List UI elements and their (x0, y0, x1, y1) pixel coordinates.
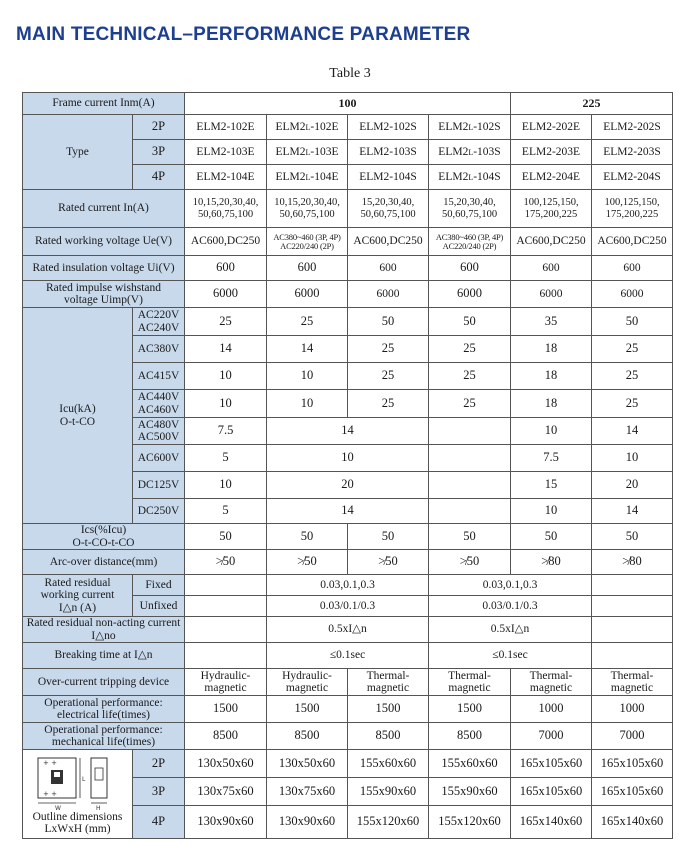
electrical-life-value: 1500 (429, 696, 511, 723)
icu-value: 5 (185, 499, 267, 524)
outline-pole-label: 4P (133, 806, 185, 839)
arc-distance-value: ≯50 (185, 550, 267, 575)
spec-table (22, 92, 673, 839)
pole-label: 2P (133, 115, 185, 140)
residual-unfixed-value: 0.03/0.1/0.3 (267, 596, 429, 617)
icu-value: 25 (429, 390, 511, 418)
icu-voltage-label: AC600V (133, 445, 185, 472)
outline-dimension-value: 165x140x60 (511, 806, 592, 839)
insulation-voltage-value: 600 (592, 256, 673, 281)
outline-dimension-value: 165x105x60 (511, 778, 592, 806)
electrical-life-label: Operational performance: electrical life(times) (23, 696, 185, 723)
frame-current-label: Frame current Inm(A) (23, 93, 185, 115)
breaking-time-value: ≤0.1sec (429, 643, 592, 669)
ics-value: 50 (348, 524, 429, 550)
icu-value: 18 (511, 390, 592, 418)
mechanical-life-value: 8500 (429, 723, 511, 750)
impulse-voltage-value: 6000 (185, 281, 267, 308)
icu-voltage-label: AC220V AC240V (133, 308, 185, 336)
model-cell: ELM2-104E (185, 165, 267, 190)
electrical-life-value: 1500 (348, 696, 429, 723)
model-cell: ELM2L-104S (429, 165, 511, 190)
model-cell: ELM2-102E (185, 115, 267, 140)
icu-value: 35 (511, 308, 592, 336)
tripping-device-value: Thermal- magnetic (348, 669, 429, 696)
icu-value: 50 (592, 308, 673, 336)
rated-current-label: Rated current In(A) (23, 190, 185, 228)
icu-voltage-label: AC380V (133, 336, 185, 363)
non-acting-current-value: 0.5xI△n (267, 617, 429, 643)
empty-cell (185, 575, 267, 596)
outline-dimension-value: 165x105x60 (511, 750, 592, 778)
working-voltage-value: AC600,DC250 (185, 228, 267, 256)
residual-unfixed-value: 0.03/0.1/0.3 (429, 596, 592, 617)
empty-cell (592, 643, 673, 669)
empty-cell (185, 617, 267, 643)
icu-value: 25 (429, 336, 511, 363)
icu-label: Icu(kA) O-t-CO (23, 308, 133, 524)
non-acting-current-value: 0.5xI△n (429, 617, 592, 643)
icu-value: 10 (511, 418, 592, 445)
outline-dimension-value: 155x120x60 (348, 806, 429, 839)
outline-dimension-value: 130x50x60 (185, 750, 267, 778)
icu-value: 10 (511, 499, 592, 524)
residual-fixed-value: 0.03,0.1,0.3 (267, 575, 429, 596)
model-cell: ELM2-103E (185, 140, 267, 165)
outline-dimension-value: 130x50x60 (267, 750, 348, 778)
arc-distance-value: ≯80 (592, 550, 673, 575)
icu-empty-cell (429, 445, 511, 472)
icu-value: 25 (185, 308, 267, 336)
impulse-voltage-value: 6000 (592, 281, 673, 308)
breaking-time-label: Breaking time at I△n (23, 643, 185, 669)
icu-value: 20 (267, 472, 429, 499)
outline-dimensions-cell (23, 750, 133, 839)
icu-value: 14 (592, 418, 673, 445)
icu-value: 7.5 (511, 445, 592, 472)
arc-distance-value: ≯50 (348, 550, 429, 575)
mechanical-life-value: 8500 (348, 723, 429, 750)
icu-empty-cell (429, 499, 511, 524)
icu-value: 10 (592, 445, 673, 472)
icu-value: 10 (185, 363, 267, 390)
electrical-life-value: 1000 (511, 696, 592, 723)
icu-value: 14 (267, 336, 348, 363)
outline-dimension-value: 130x75x60 (185, 778, 267, 806)
rated-current-value: 100,125,150, 175,200,225 (592, 190, 673, 228)
outline-dimension-value: 130x75x60 (267, 778, 348, 806)
residual-current-label: Rated residual working current I△n (A) (23, 575, 133, 617)
rated-current-value: 10,15,20,30,40, 50,60,75,100 (267, 190, 348, 228)
non-acting-current-label: Rated residual non-acting current I△no (23, 617, 185, 643)
mechanical-life-value: 7000 (592, 723, 673, 750)
icu-value: 10 (267, 363, 348, 390)
icu-value: 25 (592, 363, 673, 390)
insulation-voltage-value: 600 (511, 256, 592, 281)
outline-dimension-value: 155x90x60 (348, 778, 429, 806)
icu-value: 25 (592, 390, 673, 418)
outline-dimension-value: 165x140x60 (592, 806, 673, 839)
icu-value: 20 (592, 472, 673, 499)
icu-value: 10 (267, 445, 429, 472)
model-cell: ELM2L-102S (429, 115, 511, 140)
empty-cell (185, 643, 267, 669)
model-cell: ELM2L-103E (267, 140, 348, 165)
ics-value: 50 (429, 524, 511, 550)
impulse-voltage-value: 6000 (348, 281, 429, 308)
empty-cell (592, 575, 673, 596)
frame-current-100: 100 (185, 93, 511, 115)
ics-value: 50 (185, 524, 267, 550)
svg-text:+ +: + + (42, 789, 57, 798)
icu-value: 5 (185, 445, 267, 472)
model-cell: ELM2-204S (592, 165, 673, 190)
icu-value: 50 (429, 308, 511, 336)
model-cell: ELM2L-104E (267, 165, 348, 190)
outline-dimension-value: 130x90x60 (267, 806, 348, 839)
pole-label: 4P (133, 165, 185, 190)
outline-pole-label: 2P (133, 750, 185, 778)
icu-voltage-label: AC480V AC500V (133, 418, 185, 445)
model-cell: ELM2-203S (592, 140, 673, 165)
working-voltage-value: AC600,DC250 (348, 228, 429, 256)
icu-value: 10 (185, 472, 267, 499)
svg-text:+ +: + + (42, 758, 57, 767)
outline-dimension-value: 155x120x60 (429, 806, 511, 839)
model-cell: ELM2-204E (511, 165, 592, 190)
empty-cell (185, 596, 267, 617)
outline-dimensions-label: Outline dimensions LxWxH (mm) (32, 810, 123, 835)
icu-value: 25 (267, 308, 348, 336)
icu-value: 10 (267, 390, 348, 418)
arc-distance-value: ≯50 (267, 550, 348, 575)
impulse-voltage-value: 6000 (267, 281, 348, 308)
icu-value: 14 (592, 499, 673, 524)
outline-dimension-value: 165x105x60 (592, 750, 673, 778)
mechanical-life-value: 8500 (185, 723, 267, 750)
electrical-life-value: 1500 (185, 696, 267, 723)
icu-voltage-label: AC440V AC460V (133, 390, 185, 418)
arc-distance-value: ≯50 (429, 550, 511, 575)
icu-value: 25 (429, 363, 511, 390)
svg-text:L: L (81, 775, 85, 783)
icu-voltage-label: DC250V (133, 499, 185, 524)
ics-value: 50 (511, 524, 592, 550)
svg-text:H: H (95, 804, 101, 810)
ics-value: 50 (267, 524, 348, 550)
frame-current-225: 225 (511, 93, 673, 115)
icu-value: 14 (185, 336, 267, 363)
insulation-voltage-value: 600 (429, 256, 511, 281)
model-cell: ELM2-203E (511, 140, 592, 165)
model-cell: ELM2L-103S (429, 140, 511, 165)
svg-text:W: W (54, 804, 61, 810)
model-cell: ELM2L-102E (267, 115, 348, 140)
empty-cell (592, 617, 673, 643)
impulse-voltage-value: 6000 (511, 281, 592, 308)
model-cell: ELM2-202E (511, 115, 592, 140)
model-cell: ELM2-102S (348, 115, 429, 140)
outline-dimension-value: 130x90x60 (185, 806, 267, 839)
icu-value: 7.5 (185, 418, 267, 445)
tripping-device-value: Hydraulic- magnetic (267, 669, 348, 696)
outline-dimension-value: 155x60x60 (429, 750, 511, 778)
fixed-label: Fixed (133, 575, 185, 596)
working-voltage-value: AC600,DC250 (511, 228, 592, 256)
unfixed-label: Unfixed (133, 596, 185, 617)
icu-value: 10 (185, 390, 267, 418)
tripping-device-value: Thermal- magnetic (592, 669, 673, 696)
rated-current-value: 100,125,150, 175,200,225 (511, 190, 592, 228)
outline-dimension-value: 155x60x60 (348, 750, 429, 778)
electrical-life-value: 1000 (592, 696, 673, 723)
insulation-voltage-value: 600 (348, 256, 429, 281)
rated-current-value: 10,15,20,30,40, 50,60,75,100 (185, 190, 267, 228)
electrical-life-value: 1500 (267, 696, 348, 723)
icu-voltage-label: DC125V (133, 472, 185, 499)
working-voltage-value: AC380~460 (3P, 4P) AC220/240 (2P) (429, 228, 511, 256)
breaking-time-value: ≤0.1sec (267, 643, 429, 669)
rated-current-value: 15,20,30,40, 50,60,75,100 (429, 190, 511, 228)
icu-value: 25 (348, 390, 429, 418)
icu-value: 25 (348, 363, 429, 390)
tripping-device-value: Thermal- magnetic (511, 669, 592, 696)
icu-voltage-label: AC415V (133, 363, 185, 390)
icu-value: 25 (592, 336, 673, 363)
arc-distance-value: ≯80 (511, 550, 592, 575)
model-cell: ELM2-103S (348, 140, 429, 165)
insulation-voltage-value: 600 (185, 256, 267, 281)
impulse-voltage-label: Rated impulse wishstand voltage Uimp(V) (23, 281, 185, 308)
rated-current-value: 15,20,30,40, 50,60,75,100 (348, 190, 429, 228)
pole-label: 3P (133, 140, 185, 165)
mechanical-life-value: 7000 (511, 723, 592, 750)
model-cell: ELM2-202S (592, 115, 673, 140)
icu-value: 25 (348, 336, 429, 363)
icu-empty-cell (429, 418, 511, 445)
empty-cell (592, 596, 673, 617)
working-voltage-value: AC600,DC250 (592, 228, 673, 256)
residual-fixed-value: 0.03,0.1,0.3 (429, 575, 592, 596)
outline-pole-label: 3P (133, 778, 185, 806)
breaker-outline-diagram (34, 752, 122, 810)
table-caption: Table 3 (329, 66, 371, 81)
tripping-device-value: Thermal- magnetic (429, 669, 511, 696)
insulation-voltage-value: 600 (267, 256, 348, 281)
arc-distance-label: Arc-over distance(mm) (23, 550, 185, 575)
impulse-voltage-value: 6000 (429, 281, 511, 308)
icu-empty-cell (429, 472, 511, 499)
icu-value: 18 (511, 363, 592, 390)
tripping-device-label: Over-current tripping device (23, 669, 185, 696)
mechanical-life-value: 8500 (267, 723, 348, 750)
working-voltage-value: AC380~460 (3P, 4P) AC220/240 (2P) (267, 228, 348, 256)
ics-label: Ics(%Icu) O-t-CO-t-CO (23, 524, 185, 550)
mechanical-life-label: Operational performance: mechanical life(times) (23, 723, 185, 750)
icu-value: 50 (348, 308, 429, 336)
model-cell: ELM2-104S (348, 165, 429, 190)
icu-value: 18 (511, 336, 592, 363)
icu-value: 14 (267, 499, 429, 524)
outline-dimension-value: 165x105x60 (592, 778, 673, 806)
type-label: Type (23, 115, 133, 190)
page-title: MAIN TECHNICAL–PERFORMANCE PARAMETER (16, 24, 471, 45)
ics-value: 50 (592, 524, 673, 550)
outline-dimension-value: 155x90x60 (429, 778, 511, 806)
icu-value: 15 (511, 472, 592, 499)
insulation-voltage-label: Rated insulation voltage Ui(V) (23, 256, 185, 281)
working-voltage-label: Rated working voltage Ue(V) (23, 228, 185, 256)
icu-value: 14 (267, 418, 429, 445)
tripping-device-value: Hydraulic- magnetic (185, 669, 267, 696)
